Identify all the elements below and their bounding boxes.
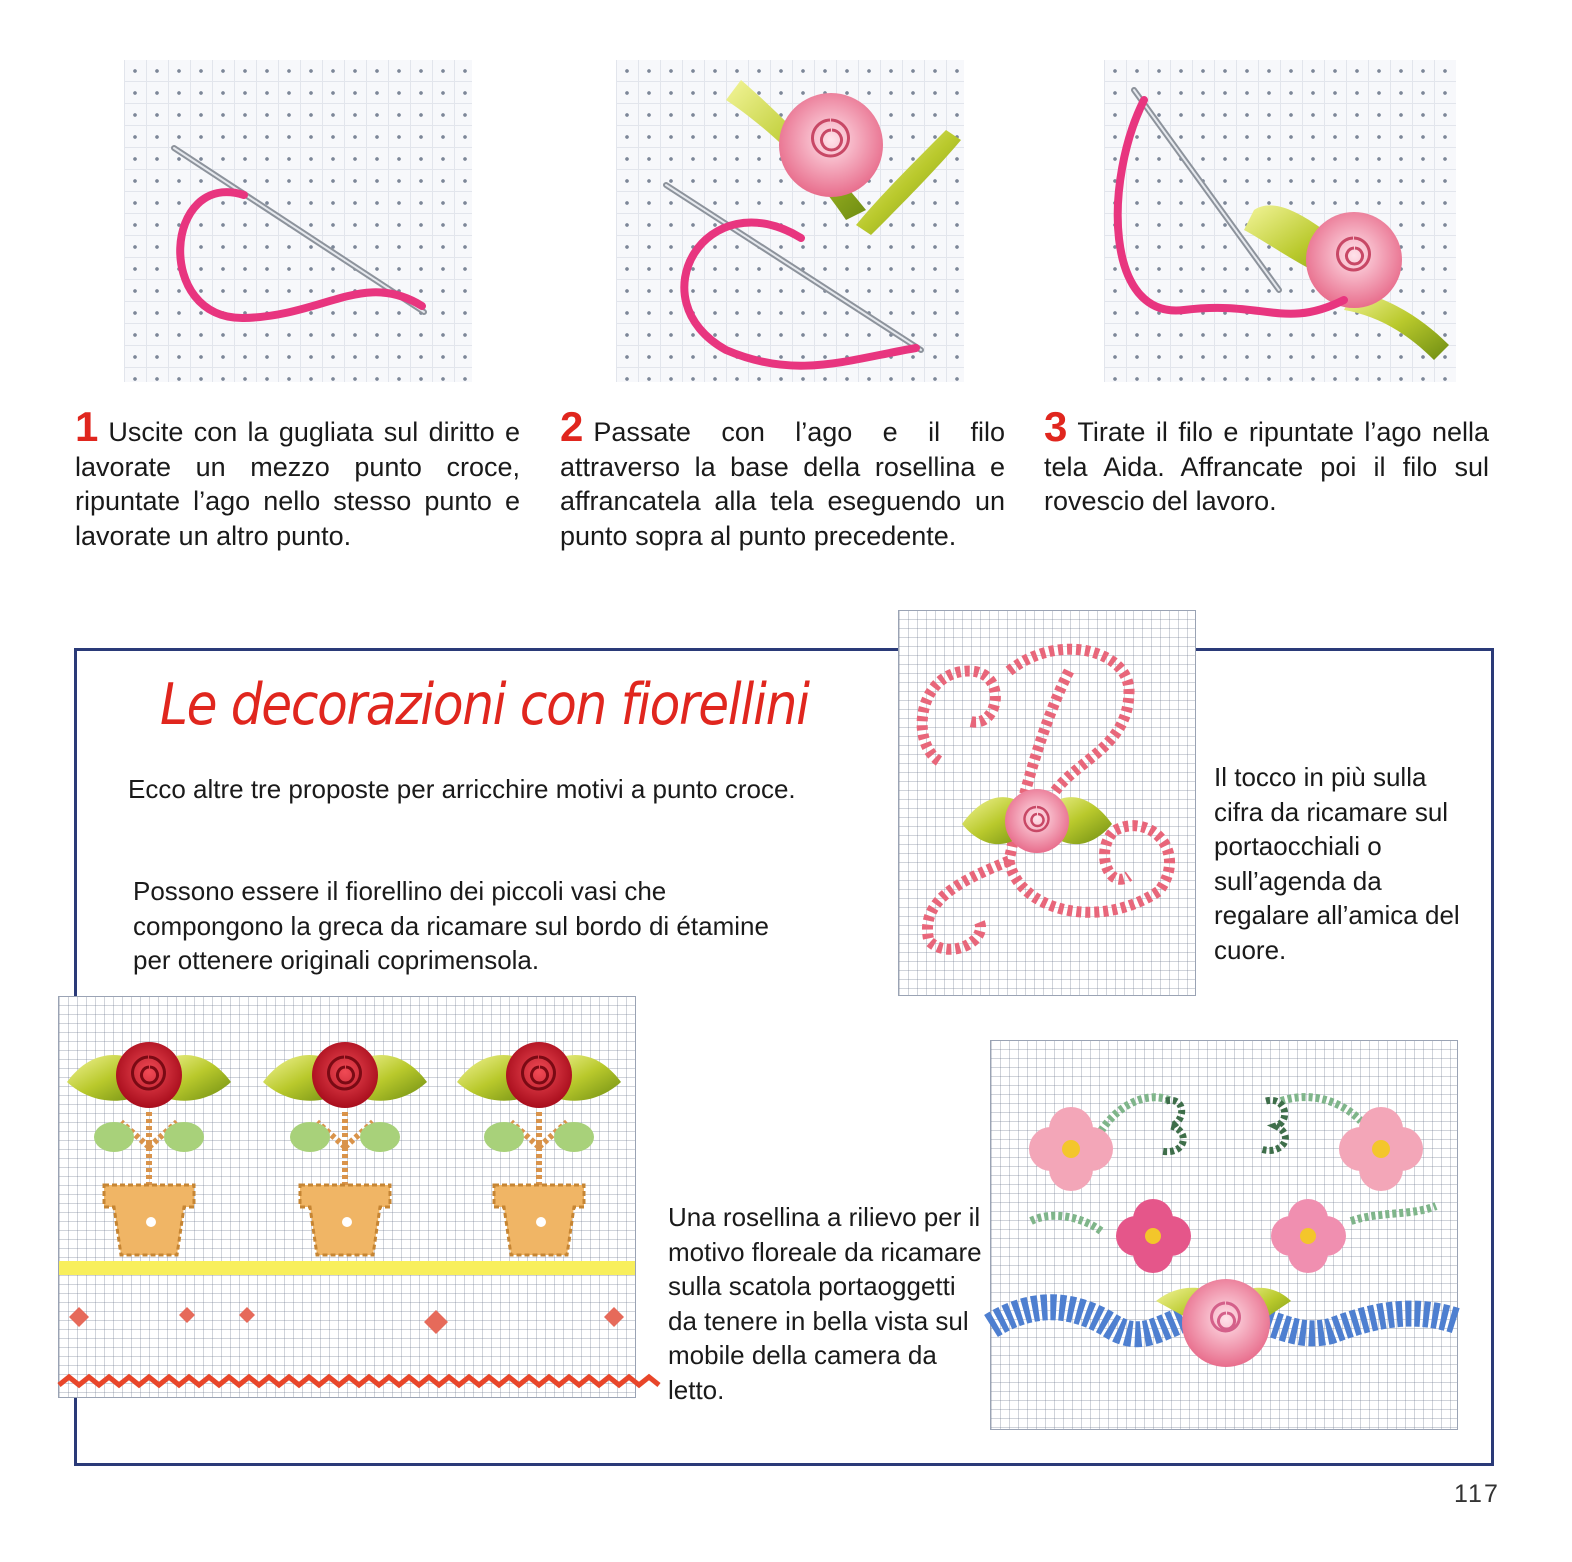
caption-cifra: Il tocco in più sulla cifra da ricamare sul portaocchiali o sull’agenda da regalare all’amica del cuore.: [1214, 762, 1460, 965]
step-number: 3: [1044, 403, 1068, 450]
page-number: 117: [1454, 1480, 1500, 1508]
step-number: 1: [75, 403, 99, 450]
section-title: Le decorazioni con fiorellini: [160, 672, 809, 738]
flowerpot-border-pattern: [59, 997, 635, 1397]
needle-rose-illustration: [616, 60, 964, 382]
step-1: [75, 403, 520, 553]
caption-vasi: Possono essere il fiorellino dei piccoli vasi che compongono la greca da ricamare sul bordo di étamine per ottenere originali coprimensola.: [133, 876, 769, 975]
letter-monogram-chart: [898, 610, 1196, 996]
section-intro: Ecco altre tre proposte per arricchire motivi a punto croce.: [128, 774, 796, 804]
step-text: Passate con l’ago e il filo attraverso la base della rosellina e affrancatela alla tela eseguendo un punto sopra al punto precedente.: [560, 417, 1005, 551]
floral-box-pattern: [991, 1041, 1457, 1429]
flowerpot-border-chart: [58, 996, 636, 1398]
step-number: 2: [560, 403, 584, 450]
step-2-photo: [616, 60, 964, 382]
step-3: [1044, 403, 1489, 519]
step-3-photo: [1104, 60, 1456, 382]
floral-box-chart: [990, 1040, 1458, 1430]
step-2: [560, 403, 1005, 553]
caption-scatola: Una rosellina a rilievo per il motivo floreale da ricamare sulla scatola portaoggetti da tenere in bella vista sul mobile della camera da letto.: [668, 1202, 982, 1405]
step-text: Uscite con la gugliata sul diritto e lavorate un mezzo punto croce, ripuntate l’ago nello stesso punto e lavorate un altro punto.: [75, 417, 520, 551]
step-1-photo: [124, 60, 472, 382]
pull-thread-illustration: [1104, 60, 1456, 382]
satin-rose-icon: [957, 779, 1117, 869]
needle-thread-illustration: [124, 60, 472, 382]
step-text: Tirate il filo e ripuntate l’ago nella tela Aida. Affrancate poi il filo sul rovescio del lavoro.: [1044, 417, 1489, 516]
